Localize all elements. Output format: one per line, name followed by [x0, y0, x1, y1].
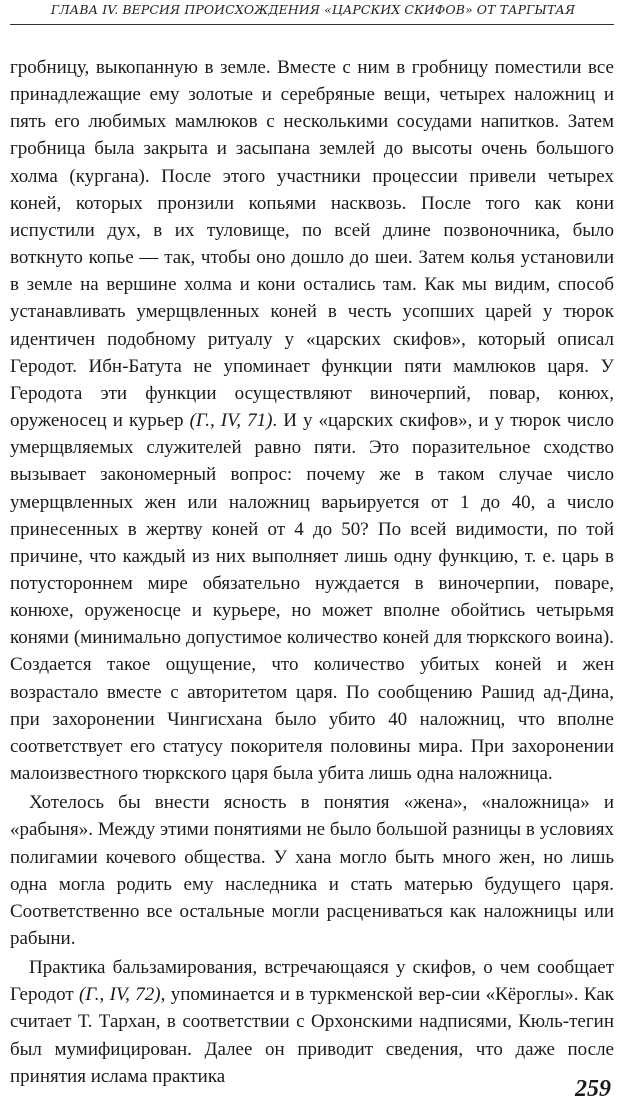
paragraph-3 [10, 954, 614, 1090]
body-text [10, 54, 614, 1090]
running-head: ГЛАВА IV. ВЕРСИЯ ПРОИСХОЖДЕНИЯ «ЦАРСКИХ СКИФОВ» ОТ ТАРГЫТАЯ [50, 2, 576, 17]
citation-herodotus-iv-72: (Г., IV, 72) [79, 984, 161, 1006]
citation-herodotus-iv-71: (Г., IV, 71) [189, 410, 273, 432]
paragraph-1-text-a: гробницу, выкопанную в земле. Вместе с ним в гробницу поместили все принадлежащие ему золотые и серебряные вещи, четырех наложниц и пять его любимых мамлюков с несколькими сосудами напитков. Затем гробница была закрыта и засыпана землей до высоты очень большого холма (кургана). После этого участники процессии привели четырех коней, которых пронзили копьями насквозь. После того как кони испустили дух, в их туловище, по всей длине позвоночника, было воткнуто копье — так, чтобы оно дошло до шеи. Затем колья установили в земле на вершине холма и кони остались там. Как мы видим, способ устанавливать умерщвленных коней в честь усопших царей у тюрок идентичен подобному ритуалу у «царских скифов», который описал Геродот. Ибн-Батута не упоминает функции пяти мамлюков царя. У Геродота эти функции осуществляют виночерпий, повар, конюх, оруженосец и курьер [10, 57, 614, 432]
paragraph-3-text-a: Практика бальзамирования, встречающаяся у скифов, о чем сообщает Геродот [10, 957, 614, 1006]
header-rule [10, 24, 614, 25]
paragraph-2: Хотелось бы внести ясность в понятия «жена», «наложница» и «рабыня». Между этими понятиями не было большой разницы в условиях полигамии кочевого общества. У хана могло быть много жен, но лишь одна могла родить ему наследника и стать матерью будущего царя. Соответственно все остальные могли расцениваться как наложницы или рабыни. [10, 792, 614, 949]
page-number: 259 [575, 1076, 611, 1102]
paragraph-1-text-b: . И у «царских скифов», и у тюрок число умерщвляемых служителей равно пяти. Это поразительное сходство вызывает закономерный вопрос: почему же в таком случае число умерщвленных жен или наложниц варьируется от 1 до 40, а число принесенных в жертву коней от 4 до 50? По всей видимости, по той причине, что каждый из них выполняет лишь одну функцию, т. е. царь в потустороннем мире обязательно нуждается в виночерпии, поваре, конюхе, оруженосце и курьере, но может вполне обойтись четырьмя конями (минимально допустимое количество коней для тюркского воина). Создается такое ощущение, что количество убитых коней и жен возрастало вместе с авторитетом царя. По сообщению Рашид ад-Дина, при захоронении Чингисхана было убито 40 наложниц, что вполне соответствует его статусу покорителя половины мира. При захоронении малоизвестного тюркского царя была убита лишь одна наложница. [10, 410, 614, 785]
paragraph-1 [10, 54, 614, 787]
paragraph-3-text-b: , упоминается и в туркменской вер-сии «Кёроглы». Как считает Т. Тархан, в соответствии с Орхонскими надписями, Кюль-тегин был мумифицирован. Далее он приводит сведения, что даже после принятия ислама практика [10, 984, 614, 1087]
